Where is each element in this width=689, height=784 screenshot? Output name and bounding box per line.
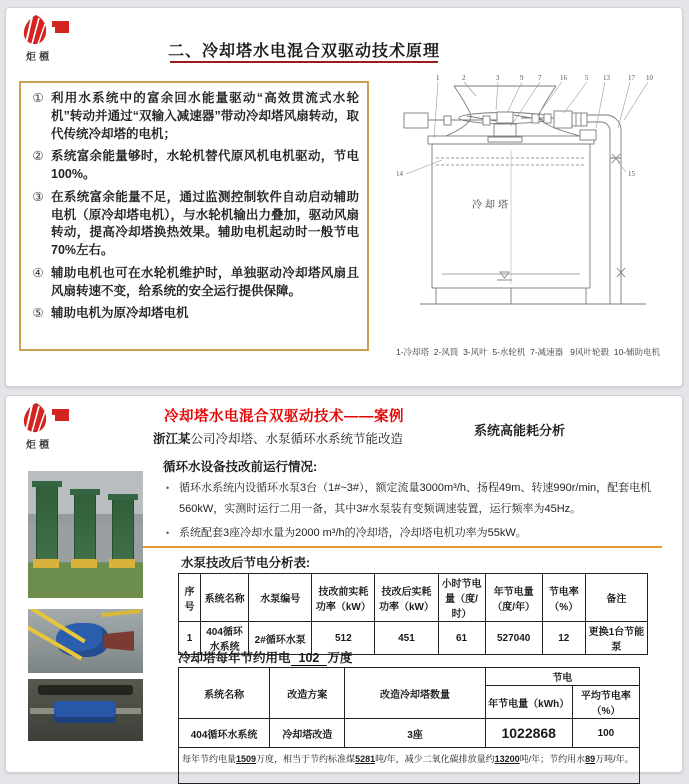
bullet-text: 系统配套3座冷却水量为2000 m³/h的冷却塔，冷却塔电机功率为55kW。 bbox=[179, 526, 527, 539]
data-cell: 1 bbox=[179, 622, 201, 655]
principle-list-box bbox=[19, 81, 369, 351]
divider-line bbox=[69, 546, 662, 548]
slide1-title: 二、冷却塔水电混合双驱动技术原理 bbox=[168, 43, 441, 60]
photo-dark-beam bbox=[38, 685, 133, 695]
header-cell: 系统名称 bbox=[201, 574, 249, 622]
diagram-callout: 2 bbox=[462, 74, 466, 82]
photo-beam bbox=[108, 494, 138, 500]
bullet-item bbox=[166, 478, 672, 521]
list-item bbox=[25, 189, 359, 260]
diagram-callout: 13 bbox=[603, 74, 610, 82]
bullet-dot: • bbox=[166, 527, 170, 538]
header-cell: 技改后实耗功率（kW） bbox=[375, 574, 438, 622]
tower-label: 冷却塔 bbox=[472, 200, 511, 211]
header-cell: 水泵编号 bbox=[249, 574, 312, 622]
footer-text: 吨/年；节约用水 bbox=[519, 754, 586, 764]
footer-text: 万吨/年。 bbox=[595, 754, 634, 764]
data-cell: 451 bbox=[375, 622, 438, 655]
photo-beam bbox=[70, 489, 100, 495]
tower-saving-note bbox=[178, 648, 352, 666]
analysis-heading: 系统高能耗分析 bbox=[474, 423, 566, 438]
header-cell: 系统名称 bbox=[179, 668, 270, 719]
item-number: ⑤ bbox=[32, 306, 44, 321]
diagram-callout: 17 bbox=[628, 74, 635, 82]
header-cell: 备注 bbox=[585, 574, 647, 622]
footer-note bbox=[179, 748, 640, 784]
logo-text: 炬槱 bbox=[26, 440, 52, 451]
item-number: ① bbox=[32, 91, 44, 105]
item-text: 辅助电机为原冷却塔电机 bbox=[51, 306, 189, 321]
bullet-dot: • bbox=[166, 483, 170, 493]
footer-text: 每年节约电量 bbox=[182, 754, 237, 764]
pump-table-title: 水泵技改后节电分析表: bbox=[181, 556, 311, 570]
item-text: 利用水系统中的富余回水能量驱动“高效贯流式水轮机”转动并通过“双输入减速器”带动冷却塔风扇转动，取代传统冷却塔的电机； bbox=[51, 91, 359, 141]
header-cell: 年节电量（kWh） bbox=[485, 686, 572, 719]
item-text: 在系统富余能量不足，通过监测控制软件自动启动辅助电机（原冷却塔电机），与水轮机输出力叠加，驱动风扇转动，提高冷却塔换热效果。辅助电机起动时一般节电70%左右。 bbox=[51, 189, 359, 257]
header-cell: 小时节电量（度/时） bbox=[438, 574, 485, 622]
header-cell: 改造方案 bbox=[270, 668, 345, 719]
photo-pump-outlet bbox=[104, 631, 134, 651]
note-suffix: 万度 bbox=[327, 651, 353, 665]
header-cell: 技改前实耗功率（kW） bbox=[312, 574, 375, 622]
item-text: 系统富余能量够时，水轮机替代原风机电机驱动，节电100%。 bbox=[51, 149, 359, 181]
flame-icon bbox=[22, 14, 86, 48]
footer-underlined-value: 5281 bbox=[355, 754, 376, 764]
photo-circulating-pump bbox=[28, 609, 143, 673]
footer-text: 万度，相当于节约标准煤 bbox=[256, 754, 356, 764]
item-text: 辅助电机也可在水轮机维护时，单独驱动冷却塔风扇且风扇转速不变，给系统的安全运行提供保障。 bbox=[51, 265, 359, 298]
photo-coupling-body bbox=[54, 701, 116, 723]
slide-principle bbox=[5, 7, 683, 387]
diagram-callout: 15 bbox=[628, 170, 635, 178]
data-cell: 404循环水系统 bbox=[201, 622, 249, 655]
diagram-legend-line1: 1-冷却塔 2-风筒 3-风叶 5-水轮机 7-减速器 9风叶轮毂 10-辅助电机 bbox=[396, 346, 661, 357]
photo-cooling-tower-site bbox=[28, 471, 143, 598]
data-cell: 2#循环水泵 bbox=[249, 622, 312, 655]
item-number: ④ bbox=[32, 265, 44, 280]
photo-yellow-base bbox=[71, 559, 97, 568]
diagram-callout: 14 bbox=[396, 170, 403, 178]
header-cell: 平均节电率（%） bbox=[572, 686, 639, 719]
diagram-callout: 10 bbox=[646, 74, 653, 82]
data-cell: 12 bbox=[542, 622, 585, 655]
header-cell: 序号 bbox=[179, 574, 201, 622]
data-cell: 冷却塔改造 bbox=[270, 719, 345, 748]
item-number: ② bbox=[32, 149, 44, 164]
slide-case bbox=[5, 395, 683, 773]
diagram-callout: 9 bbox=[520, 74, 524, 82]
photo-tower-structure bbox=[36, 484, 58, 565]
section-heading: 循环水设备技改前运行情况: bbox=[163, 460, 318, 474]
footer-underlined-value: 1509 bbox=[236, 754, 257, 764]
note-prefix: 冷却塔每年节约用电 bbox=[178, 651, 291, 665]
header-cell: 年节电量（度/年） bbox=[485, 574, 542, 622]
group-header-cell: 节电 bbox=[485, 668, 639, 686]
footer-underlined-value: 89 bbox=[585, 754, 596, 764]
flame-icon bbox=[22, 402, 86, 436]
bullet-text: 循环水系统内设循环水泵3台（1#~3#），额定流量3000m³/h、扬程49m、转速990r/min，配套电机560kW，实测时运行二用一备，其中3#水泵装有变频调速装置，运行频率为45Hz。 bbox=[179, 482, 652, 516]
case-subtitle bbox=[153, 429, 403, 447]
bullet-list bbox=[166, 478, 672, 546]
diagram-callout: 16 bbox=[560, 74, 567, 82]
list-item bbox=[25, 90, 359, 143]
photo-tower-structure bbox=[74, 491, 96, 565]
item-number: ③ bbox=[32, 189, 44, 204]
diagram-callout: 1 bbox=[436, 74, 440, 82]
data-cell: 404循环水系统 bbox=[179, 719, 270, 748]
slide2-title: 冷却塔水电混合双驱动技术——案例 bbox=[164, 409, 404, 425]
diagram-callout: 7 bbox=[538, 74, 542, 82]
footer-underlined-value: 13200 bbox=[494, 754, 520, 764]
company-logo bbox=[22, 14, 92, 66]
logo-text: 炬槱 bbox=[26, 52, 52, 63]
list-item bbox=[25, 305, 359, 323]
data-cell: 527040 bbox=[485, 622, 542, 655]
pump-savings-table bbox=[178, 573, 648, 655]
footer-text: 吨/年，减少二氧化碳排放量约 bbox=[375, 754, 495, 764]
data-cell: 3座 bbox=[345, 719, 485, 748]
cooling-tower-diagram bbox=[384, 58, 682, 368]
list-item bbox=[25, 148, 359, 184]
header-cell: 节电率（%） bbox=[542, 574, 585, 622]
subtitle-company: 浙江某 bbox=[153, 432, 191, 446]
photo-tower-structure bbox=[112, 496, 134, 565]
bullet-item bbox=[166, 523, 672, 544]
note-value: 102 bbox=[291, 651, 328, 666]
photo-railing bbox=[101, 609, 141, 617]
data-cell: 61 bbox=[438, 622, 485, 655]
diagram-callouts bbox=[384, 58, 682, 306]
list-item bbox=[25, 265, 359, 301]
photo-yellow-base bbox=[33, 559, 59, 568]
diagram-callout: 3 bbox=[496, 74, 500, 82]
diagram-callout: 5 bbox=[585, 74, 589, 82]
photo-turbine-coupling bbox=[28, 679, 143, 741]
data-cell: 512 bbox=[312, 622, 375, 655]
data-cell: 1022868 bbox=[485, 719, 572, 748]
retrofit-table bbox=[178, 667, 640, 784]
header-cell: 改造冷却塔数量 bbox=[345, 668, 485, 719]
company-logo bbox=[22, 402, 92, 454]
table-header-row bbox=[179, 574, 648, 622]
subtitle-rest: 公司冷却塔、水泵循环水系统节能改造 bbox=[190, 432, 404, 446]
data-cell: 100 bbox=[572, 719, 639, 748]
photo-yellow-base bbox=[109, 559, 135, 568]
photo-beam bbox=[32, 481, 62, 487]
data-cell: 更换1台节能泵 bbox=[585, 622, 647, 655]
